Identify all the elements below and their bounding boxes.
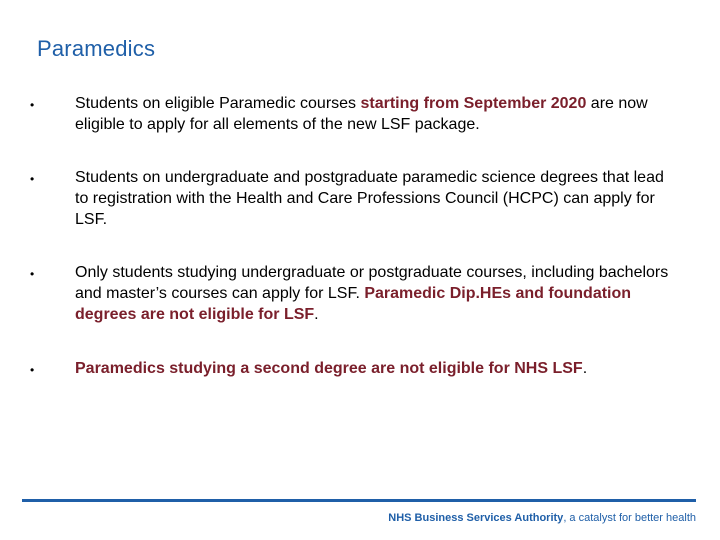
footer-tagline: , a catalyst for better health [563,512,696,524]
bullet-text [75,93,675,135]
bullet-marker: • [30,267,35,281]
bullet-text [75,358,675,379]
bullet-highlight: Paramedics studying a second degree are not eligible for NHS LSF [75,360,583,377]
footer-divider [22,499,696,502]
bullet-text-segment: Only students studying undergraduate or postgraduate courses, including bachelors and master’s courses can apply for LSF. [75,264,669,302]
bullet-marker: • [30,172,35,186]
bullet-highlight: starting from September 2020 [360,95,587,112]
bullet-text-segment: . [582,360,588,377]
bullet-highlight: Paramedic Dip.HEs and foundation degrees are not eligible for LSF [75,285,632,323]
footer-org-name: NHS Business Services Authority [388,512,564,524]
bullet-text-segment: are now eligible to apply for all elements of the new LSF package. [75,95,648,133]
bullet-text-segment: Students on eligible Paramedic courses [75,95,361,112]
bullet-marker: • [30,98,35,112]
footer [388,512,696,524]
bullet-text [75,262,675,325]
bullet-text-segment: . [314,306,319,323]
bullet-marker: • [30,363,35,377]
bullet-text-segment: Students on undergraduate and postgraduate paramedic science degrees that lead to registration with the Health and Care Professions Council (HCPC) can apply for LSF. [75,169,664,228]
slide-title: Paramedics [37,36,156,61]
bullet-text [75,167,675,230]
